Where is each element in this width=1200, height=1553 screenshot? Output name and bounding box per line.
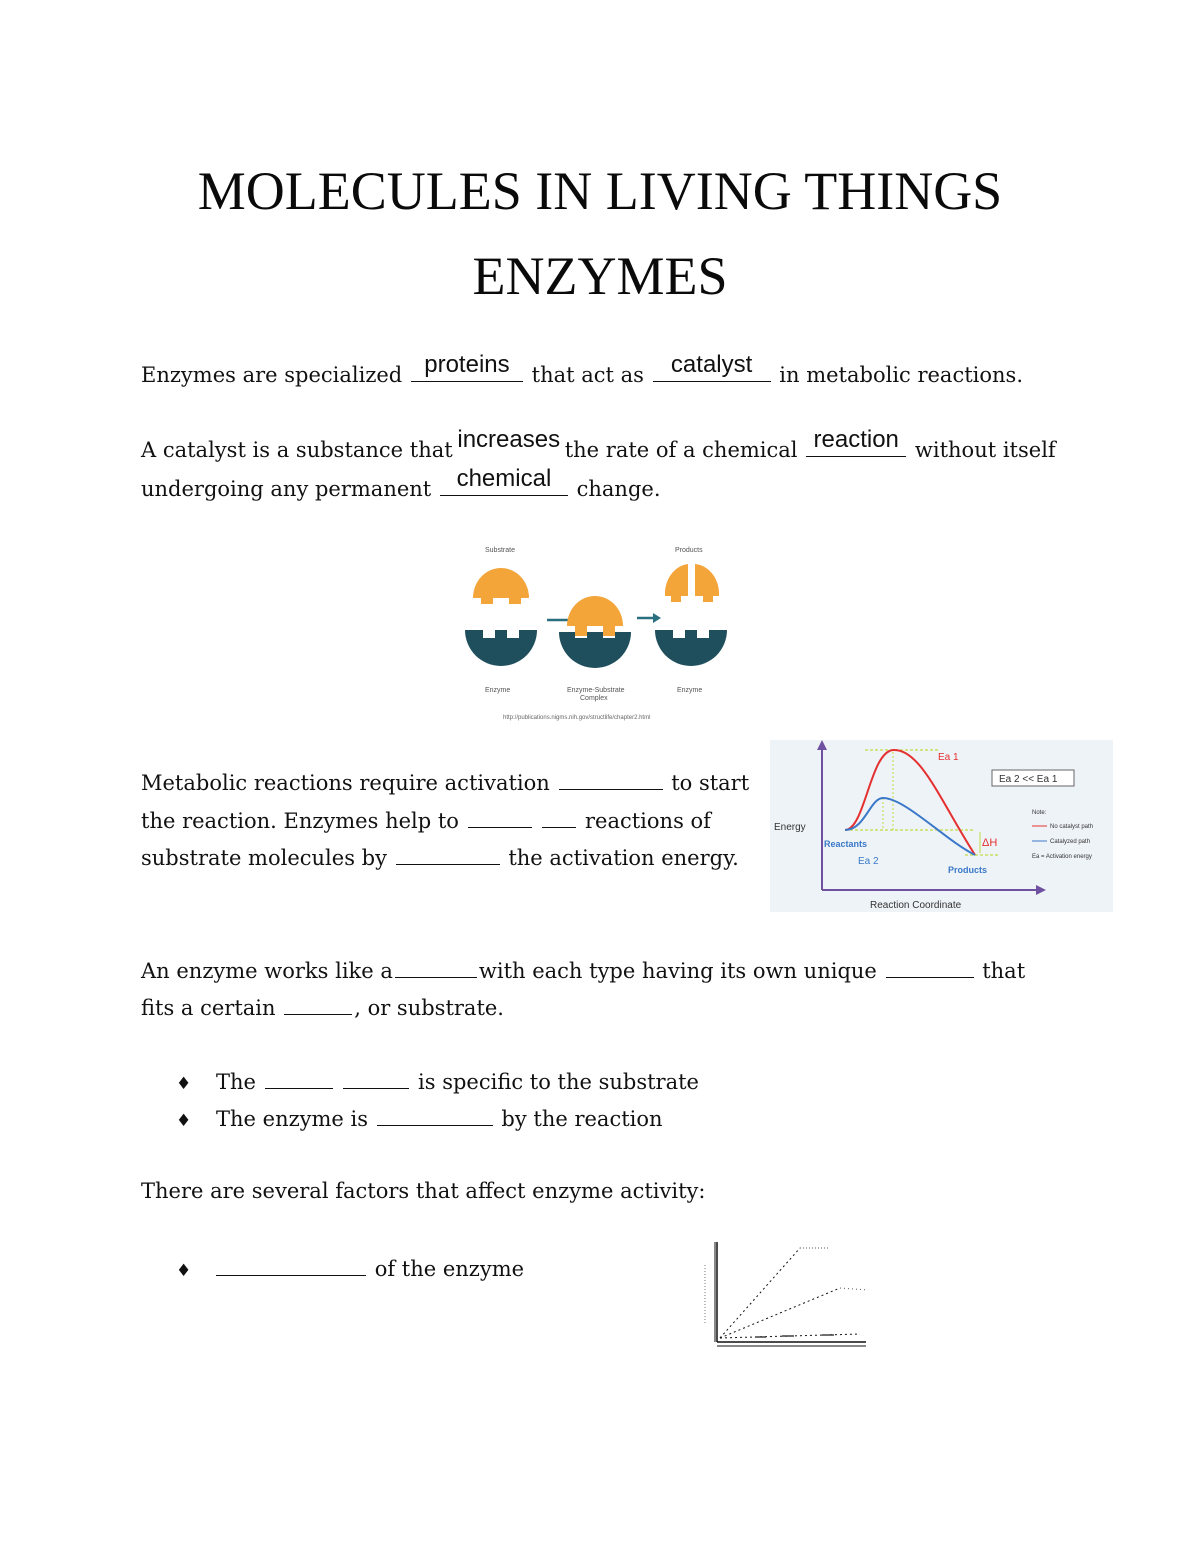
- text-segment: , or substrate.: [354, 996, 504, 1020]
- text-segment: undergoing any permanent: [141, 477, 432, 501]
- answer-blank-reaction[interactable]: [806, 426, 906, 457]
- paragraph-activation-1: [141, 768, 749, 795]
- comparison-label: Ea 2 << Ea 1: [999, 774, 1058, 785]
- text-segment: A catalyst is a substance that: [141, 438, 453, 462]
- answer-blank-chemical[interactable]: [440, 465, 568, 496]
- rate-line-mid: [720, 1288, 840, 1338]
- enzyme-substrate-diagram: [455, 540, 740, 725]
- page-subtitle: ENZYMES: [472, 246, 728, 306]
- product-shape-left: [665, 564, 688, 602]
- note-3: Ea = Activation energy: [1032, 854, 1092, 860]
- note-title: Note:: [1032, 810, 1047, 816]
- handwritten-answer: catalyst: [670, 351, 753, 378]
- text-segment: without itself: [914, 438, 1056, 462]
- answer-blank-lock[interactable]: [395, 956, 477, 978]
- diagram-label-enzyme: Enzyme: [485, 687, 511, 694]
- bullet-item-active-site: [176, 1067, 699, 1094]
- text-segment: An enzyme works like a: [141, 959, 393, 983]
- text-segment: that act as: [531, 363, 644, 387]
- complex-enzyme-shape: [559, 632, 631, 668]
- handwritten-answer: proteins: [424, 351, 510, 378]
- text-segment: that: [982, 959, 1026, 983]
- diamond-bullet-icon: ♦: [176, 1074, 192, 1094]
- complex-substrate-shape: [567, 596, 623, 636]
- answer-blank-shape[interactable]: [886, 956, 974, 978]
- text-segment: by the reaction: [501, 1107, 663, 1131]
- paragraph-lock-and-key-2: [141, 993, 504, 1020]
- products-label: Products: [948, 865, 988, 875]
- paragraph-catalyst-definition: [141, 426, 1056, 462]
- answer-blank-speed-1[interactable]: [468, 806, 532, 828]
- answer-blank-proteins[interactable]: [411, 351, 523, 382]
- diagram-label-complex-2: Complex: [580, 695, 608, 702]
- text-segment: in metabolic reactions.: [779, 363, 1023, 387]
- text-segment: substrate molecules by: [141, 846, 387, 870]
- answer-blank-active[interactable]: [265, 1067, 333, 1089]
- text-segment: of the enzyme: [374, 1257, 525, 1281]
- answer-blank-activation-energy[interactable]: [559, 768, 663, 790]
- note-1: No catalyst path: [1050, 824, 1094, 830]
- text-segment: is specific to the substrate: [418, 1070, 699, 1094]
- bullet-item-concentration: [176, 1254, 524, 1281]
- rate-graph: [700, 1240, 872, 1350]
- diamond-bullet-icon: ♦: [176, 1261, 192, 1281]
- text-segment: Enzymes are specialized: [141, 363, 403, 387]
- paragraph-catalyst-definition-cont: [141, 465, 661, 501]
- enzyme-shape-right: [655, 630, 727, 666]
- diagram-label-substrate: Substrate: [485, 547, 515, 554]
- answer-blank-site[interactable]: [343, 1067, 409, 1089]
- answer-blank-concentration[interactable]: [216, 1254, 366, 1276]
- paragraph-lock-and-key-1: [141, 956, 1025, 983]
- diagram-caption: http://publications.nigms.nih.gov/structlife/chapter2.html: [503, 715, 651, 721]
- text-segment: the activation energy.: [508, 846, 739, 870]
- bullet-item-unchanged: [176, 1104, 663, 1131]
- ea2-label: Ea 2: [858, 856, 879, 867]
- note-2: Catalyzed path: [1050, 839, 1091, 845]
- text-segment: the rate of a chemical: [564, 438, 798, 462]
- product-shape-right: [695, 564, 719, 602]
- answer-blank-lowering[interactable]: [396, 843, 500, 865]
- substrate-shape: [473, 568, 529, 604]
- text-segment: reactions of: [585, 809, 711, 833]
- handwritten-answer: reaction: [813, 426, 899, 453]
- rate-label-mid: [840, 1288, 868, 1290]
- paragraph-activation-3: [141, 843, 739, 870]
- handwritten-answer: increases: [457, 426, 561, 453]
- diamond-bullet-icon: ♦: [176, 1111, 192, 1131]
- handwritten-answer: chemical: [456, 465, 552, 492]
- y-axis-label: Energy: [774, 822, 806, 833]
- page-title: MOLECULES IN LIVING THINGS: [197, 161, 1003, 221]
- diagram-label-products: Products: [675, 547, 703, 554]
- text-segment: change.: [576, 477, 661, 501]
- ea1-label: Ea 1: [938, 752, 959, 763]
- x-axis-label: Reaction Coordinate: [870, 900, 962, 911]
- answer-blank-key[interactable]: [284, 993, 352, 1015]
- diagram-label-complex: Enzyme-Substrate: [567, 687, 625, 694]
- energy-diagram: [770, 740, 1113, 912]
- paragraph-enzymes-definition: [141, 351, 1023, 387]
- text-segment: Metabolic reactions require activation: [141, 771, 550, 795]
- answer-blank-increases[interactable]: [455, 426, 563, 457]
- delta-h-label: ΔH: [982, 837, 998, 849]
- arrow-head-2: [653, 613, 661, 623]
- reactants-label: Reactants: [824, 839, 868, 849]
- text-segment: The: [216, 1070, 256, 1094]
- text-segment: fits a certain: [141, 996, 276, 1020]
- paragraph-activation-2: [141, 806, 711, 833]
- text-segment: the reaction. Enzymes help to: [141, 809, 459, 833]
- text-segment: to start: [671, 771, 750, 795]
- answer-blank-speed-2[interactable]: [542, 806, 576, 828]
- diagram-label-enzyme-2: Enzyme: [677, 687, 703, 694]
- paragraph-factors: There are several factors that affect enzyme activity:: [141, 1179, 706, 1203]
- text-segment: The enzyme is: [216, 1107, 369, 1131]
- text-segment: with each type having its own unique: [478, 959, 877, 983]
- rate-line-high: [720, 1248, 800, 1338]
- enzyme-shape-left: [465, 630, 537, 666]
- answer-blank-unchanged[interactable]: [377, 1104, 493, 1126]
- answer-blank-catalyst[interactable]: [653, 351, 771, 382]
